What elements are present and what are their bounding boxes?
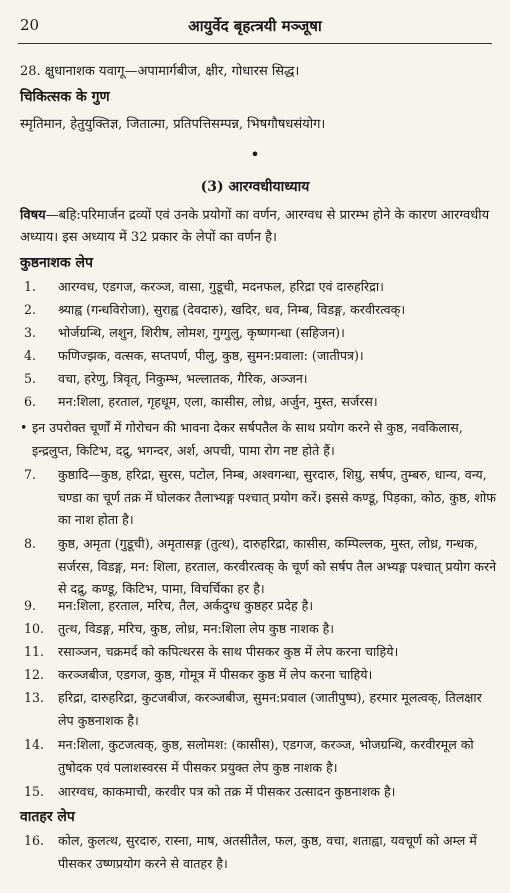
list-item [20,299,498,322]
list-item [20,618,498,641]
item-text: वचा, हरेणु, त्रिवृत्, निकुम्भ, भल्लातक, गैरिक, अञ्जन। [58,371,308,386]
item-number: 8. [24,536,37,551]
item-text: आरग्वध, एडगज, करञ्ज, वासा, गुडूची, मदनफल, हरिद्रा एवं दारुहरिद्रा। [58,279,384,294]
item-text: मन:शिला, हरताल, गृहधूम, एला, कासीस, लोध्र, अर्जुन, मुस्त, सर्जरस। [58,394,378,409]
item-text: हरिद्रा, दारुहरिद्रा, कुटजबीज, करञ्जबीज, सुमन:प्रवाल (जातीपुष्प), हरमार मूलत्वक्, तिलक्षार लेप कुष्ठनाशक है। [58,690,482,728]
list-item [20,641,498,664]
item-number: 4. [24,348,37,363]
list-item [20,664,498,687]
list-item [20,345,498,368]
item-text: आरग्वध, काकमाची, करवीर पत्र को तक्र में पीसकर उत्सादन कुष्ठनाशक है। [58,784,396,799]
list-item [20,687,498,732]
item-number: 10. [24,621,45,636]
separator-dot: • [250,145,260,164]
item-number: 1. [24,279,37,294]
chapter-title: (3) आरग्वधीयाध्याय [200,179,310,195]
item-number: 9. [24,598,37,613]
item-number: 15. [24,784,45,799]
bullet-note-text: इन उपरोक्त चूर्णों में गोरोचन की भावना देकर सर्षपतैल के साथ प्रयोग करने से कुष्ठ, नवकिलास, इन्द्रलुप्त, किटिभ, दद्रु, भगन्दर, अर्श, अपची, पामा रोग नष्ट होते हैं। [32,420,463,458]
list-item [20,276,498,299]
list-item [20,781,498,804]
item-text: कुष्ठादि—कुष्ठ, हरिद्रा, सुरस, पटोल, निम्ब, अश्वगन्धा, सुरदारु, शिग्रु, सर्षप, तुम्बरु, धान्य, वन्य, चण्डा का चूर्ण तक्र में घोलकर तैलाभ्यङ्ग पश्चात् प्रयोग करें। इससे कण्डू, पिड़का, कोठ, कुष्ठ, शोफ का नाश होता है। [58,467,496,527]
list-item [20,464,498,532]
item-number: 3. [24,325,37,340]
item-number: 12. [24,667,45,682]
item-number: 13. [24,690,45,705]
item-text: कुष्ठ, अमृता (गुडूची), अमृतासङ्ग (तुत्थ), दारुहरिद्रा, कासीस, कम्पिल्लक, मुस्त, लोध्र, गन्धक, सर्जरस, विडङ्ग, मन: शिला, हरताल, करवीरत्वक् के चूर्ण को सर्षप तैल अभ्यङ्ग पश्चात् प्रयोग करने से दद्रु, कण्डू, किटिभ, पामा, विचर्चिका हर है। [58,536,497,596]
page-number: 20 [20,16,40,34]
subject-label: विषय [20,208,46,223]
item-number: 2. [24,302,37,317]
subject-paragraph [20,205,490,249]
list-item [20,322,498,345]
item-text: मन:शिला, हरताल, मरिच, तैल, अर्कदुग्ध कुष्ठहर प्रदेह है। [58,598,314,613]
item-number: 7. [24,467,37,482]
item-text: फणिज्झक, वत्सक, सप्तपर्ण, पीलु, कुष्ठ, सुमन:प्रवाला: (जातीपत्र)। [58,348,364,363]
section-heading-vatahar: वातहर लेप [20,809,75,825]
item-text: करञ्जबीज, एडगज, कुष्ठ, गोमूत्र में पीसकर कुष्ठ में लेप करना चाहिये। [58,667,373,682]
item-text: भोर्जग्रन्थि, लशुन, शिरीष, लोमश, गुग्गुलु, कृष्णगन्धा (सहिजन)। [58,325,345,340]
list-item [20,533,498,601]
item-number: 5. [24,371,37,386]
item-text: कोल, कुलत्थ, सुरदारु, रास्ना, माष, अतसीतैल, फल, कुष्ठ, वचा, शताह्वा, यवचूर्ण को अम्ल में पीसकर उष्णप्रयोग करने से वातहर है। [58,833,477,871]
physician-text: स्मृतिमान, हेतुयुक्तिज्ञ, जितात्मा, प्रतिपत्तिसम्पन्न, भिषगौषधसंयोग। [20,117,326,132]
list-item [20,391,498,414]
bullet-note [20,417,498,462]
physician-heading: चिकित्सक के गुण [20,89,110,105]
item-number: 16. [24,833,45,848]
list-item [20,734,498,779]
item-text: श्र्याह्व (गन्धविरोजा), सुराह्व (देवदारु), खदिर, धव, निम्ब, विडङ्ग, करवीरत्वक्। [58,302,406,317]
section-heading-kushtha: कुष्ठनाशक लेप [20,255,93,271]
running-title: आयुर्वेद बृहत्त्रयी मञ्जूषा [188,17,322,35]
page-header [20,16,490,40]
item-text: मन:शिला, कुटजत्वक्, कुष्ठ, सलोमश: (कासीस), एडगज, करञ्ज, भोजग्रन्थि, करवीरमूल को तुषोदक एवं पलाशस्वरस में पीसकर प्रयुक्त लेप कुष्ठ नाशक है। [58,737,474,775]
list-item [20,830,498,875]
intro-line: 28. क्षुधानाशक यवागू—अपामार्गबीज, क्षीर, गोधारस सिद्ध। [20,64,300,79]
item-text: रसाञ्जन, चक्रमर्द को कपित्थरस के साथ पीसकर कुष्ठ में लेप करना चाहिये। [58,644,399,659]
list-item [20,368,498,391]
item-number: 14. [24,737,45,752]
item-number: 11. [24,644,45,659]
bullet-icon: • [20,420,28,435]
item-text: तुत्थ, विडङ्ग, मरिच, कुष्ठ, लोध्र, मन:शिला लेप कुष्ठ नाशक है। [58,621,335,636]
header-rule [18,43,492,44]
subject-text: —बहि:परिमार्जन द्रव्यों एवं उनके प्रयोगों का वर्णन, आरग्वध से प्रारम्भ होने के कारण आरग्वधीय अध्याय। इस अध्याय में 32 प्रकार के लेपों का वर्णन है। [20,208,490,245]
list-item [20,595,498,618]
item-number: 6. [24,394,37,409]
